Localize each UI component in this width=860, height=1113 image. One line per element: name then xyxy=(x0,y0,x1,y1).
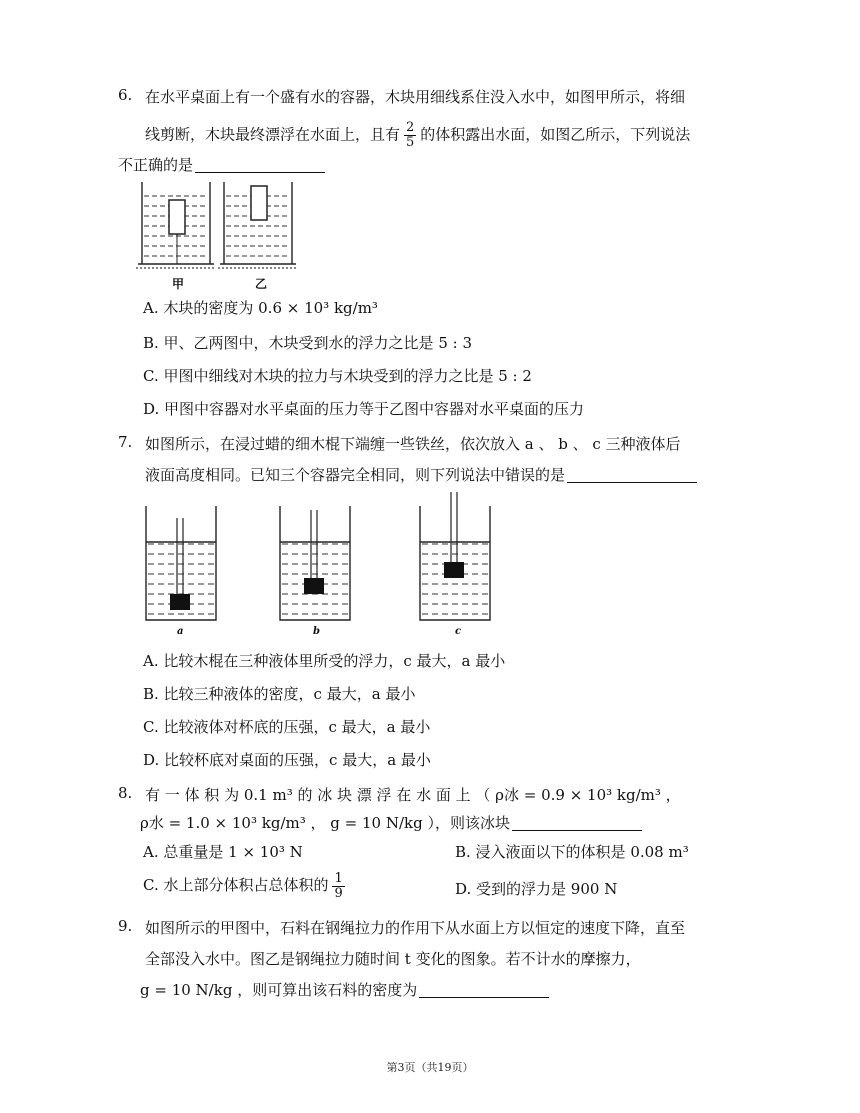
q6-fraction: $\frac{2}{5}$ xyxy=(406,120,415,150)
q6-figure xyxy=(136,178,302,290)
q8-option-c[interactable]: C. 水上部分体积占总体积的 $\frac{1}{9}$ xyxy=(143,870,343,901)
q6-line3: 不正确的是 xyxy=(118,154,325,175)
q7-line2: 液面高度相同。已知三个容器完全相同，则下列说法中错误的是 xyxy=(145,464,697,485)
q6-option-a[interactable]: A. 木块的密度为 0.6 × 10³ kg/m³ xyxy=(143,299,378,317)
q8-line1: 有 一 体 积 为 0.1 m³ 的 冰 块 漂 浮 在 水 面 上 （ ρ冰 = 0.9 × 10³ kg/m³ ， xyxy=(145,786,681,804)
q9-number: 9. xyxy=(118,917,133,935)
q6-option-d[interactable]: D. 甲图中容器对水平桌面的压力等于乙图中容器对水平桌面的压力 xyxy=(143,400,585,418)
q9-line3: g = 10 N/kg ，则可算出该石料的密度为 xyxy=(140,979,549,1000)
q7-option-b[interactable]: B. 比较三种液体的密度，c 最大，a 最小 xyxy=(143,685,416,703)
q7-answer-blank[interactable] xyxy=(567,466,697,483)
q9-answer-blank[interactable] xyxy=(419,981,549,998)
q8-line2: ρ水 = 1.0 × 10³ kg/m³ ， g = 10 N/kg ），则该冰块 xyxy=(140,812,642,833)
q7-figure xyxy=(140,488,500,640)
q8-number: 8. xyxy=(118,784,133,802)
q8-option-a[interactable]: A. 总重量是 1 × 10³ N xyxy=(143,843,303,861)
q6-option-c[interactable]: C. 甲图中细线对木块的拉力与木块受到的浮力之比是 5 : 2 xyxy=(143,367,532,385)
q7-line1: 如图所示，在浸过蜡的细木棍下端缠一些铁丝，依次放入 a 、 b 、 c 三种液体后 xyxy=(145,435,681,453)
q8-optc-fraction: $\frac{1}{9}$ xyxy=(334,870,343,901)
q6-fig-label-a: 甲 xyxy=(172,277,185,291)
q6-option-b[interactable]: B. 甲、乙两图中，木块受到水的浮力之比是 5 : 3 xyxy=(143,334,473,352)
q9-line2: 全部没入水中。图乙是钢绳拉力随时间 t 变化的图象。若不计水的摩擦力， xyxy=(145,950,641,968)
page-footer: 第3页（共19页） xyxy=(386,1061,474,1074)
q9-line1: 如图所示的甲图中，石料在钢绳拉力的作用下从水面上方以恒定的速度下降，直至 xyxy=(145,919,686,937)
q8-option-b[interactable]: B. 浸入液面以下的体积是 0.08 m³ xyxy=(455,843,689,861)
q7-option-a[interactable]: A. 比较木棍在三种液体里所受的浮力，c 最大，a 最小 xyxy=(143,652,506,670)
q6-number: 6. xyxy=(118,86,133,104)
q7-option-c[interactable]: C. 比较液体对杯底的压强，c 最大，a 最小 xyxy=(143,718,431,736)
q6-fig-label-b: 乙 xyxy=(255,277,268,291)
q8-option-d[interactable]: D. 受到的浮力是 900 N xyxy=(455,880,618,898)
q7-fig-label-c: c xyxy=(455,626,462,637)
q7-fig-label-a: a xyxy=(177,626,184,637)
q6-line1: 在水平桌面上有一个盛有水的容器，木块用细线系住没入水中，如图甲所示，将细 xyxy=(145,88,686,106)
q6-line2: 线剪断，木块最终漂浮在水面上，且有 $\frac{2}{5}$ 的体积露出水面，如图乙所示，下列说法 xyxy=(145,120,691,150)
q7-fig-label-b: b xyxy=(313,626,320,637)
q7-number: 7. xyxy=(118,433,133,451)
q7-option-d[interactable]: D. 比较杯底对桌面的压强，c 最大，a 最小 xyxy=(143,751,431,769)
q8-answer-blank[interactable] xyxy=(512,814,642,831)
q6-answer-blank[interactable] xyxy=(195,156,325,173)
